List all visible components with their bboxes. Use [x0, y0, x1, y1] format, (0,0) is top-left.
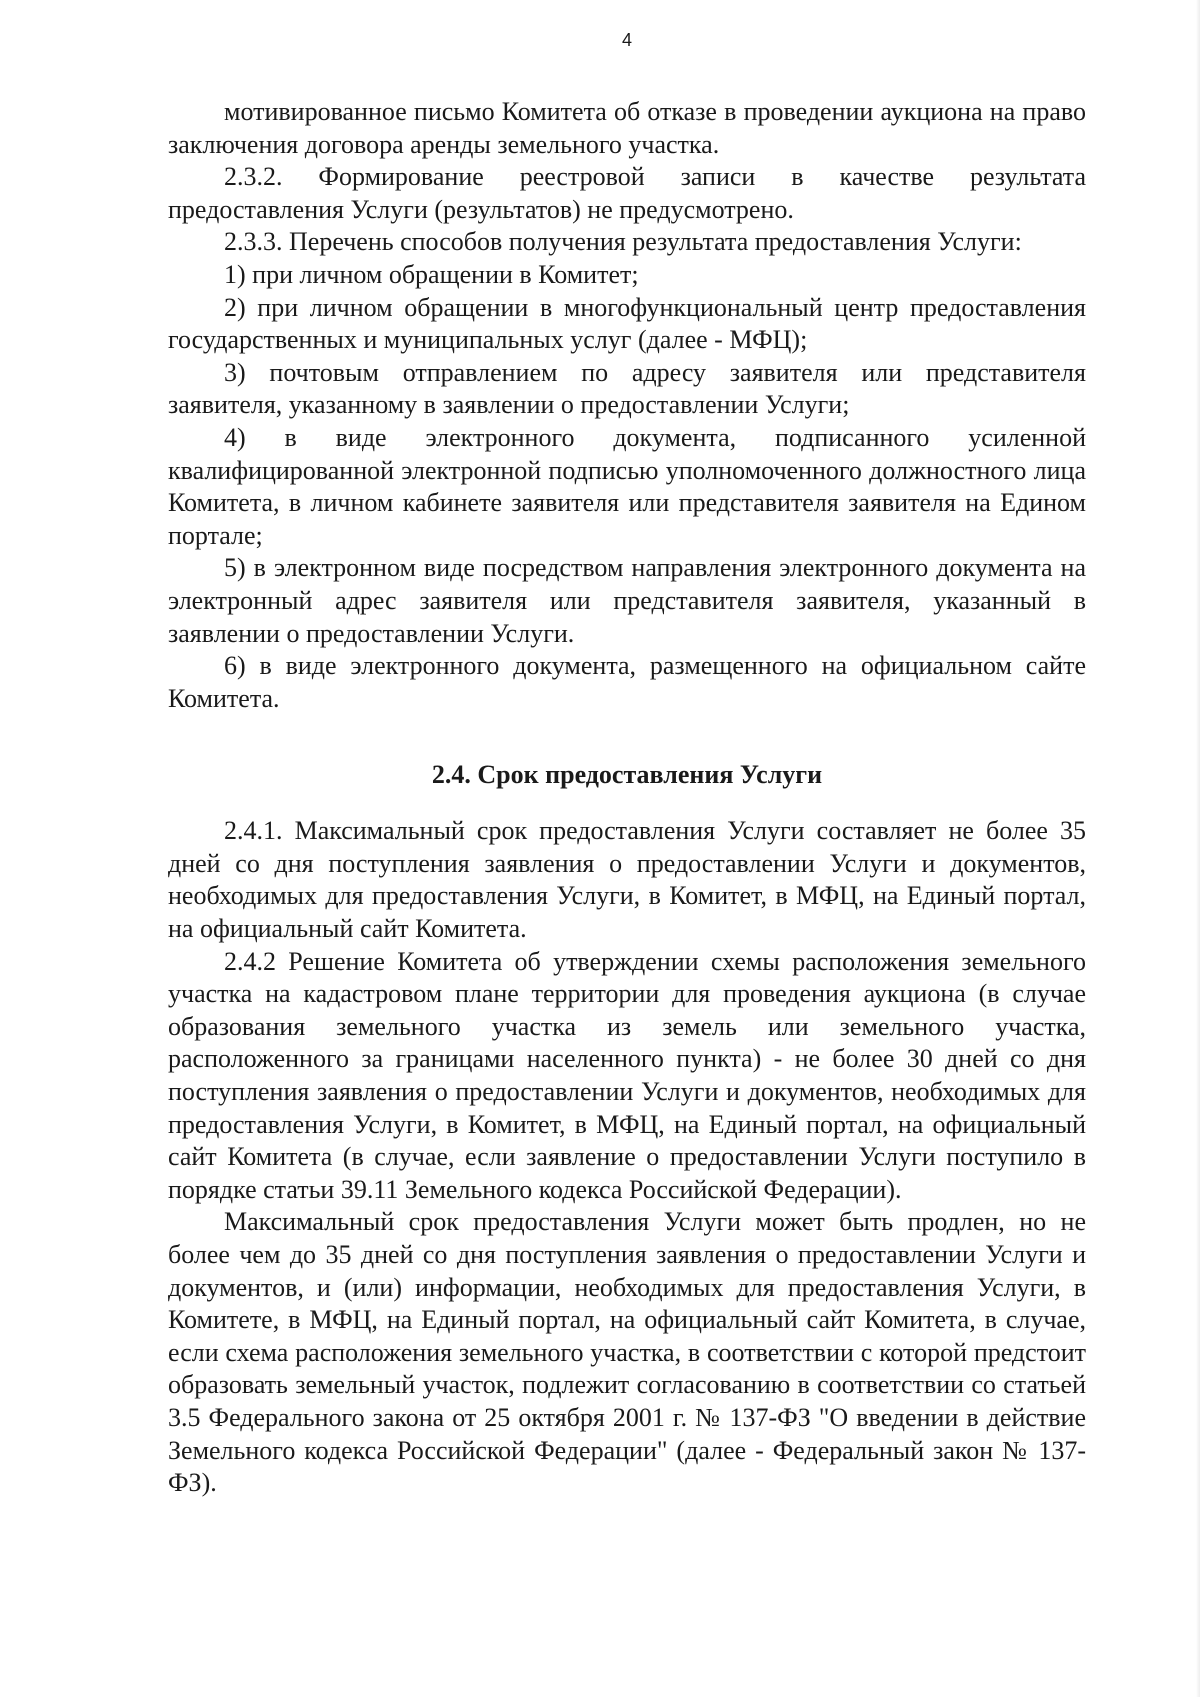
list-item: 5) в электронном виде посредством направления электронного документа на электронный адрес заявителя или представителя заявителя, указанный в заявлении о предоставлении Услуги.	[168, 553, 1086, 648]
paragraph: 2.4.2 Решение Комитета об утверждении схемы расположения земельного участка на кадастровом плане территории для проведения аукциона (в случае образования земельного участка из земель или земельного участка, расположенного за границами населенного пункта) - не более 30 дней со дня поступления заявления о предоставлении Услуги и документов, необходимых для предоставления Услуги, в Комитет, в МФЦ, на Единый портал, на официальный сайт Комитета (в случае, если заявление о предоставлении Услуги поступило в порядке статьи 39.11 Земельного кодекса Российской Федерации).	[168, 946, 1086, 1204]
section-2-4-body	[168, 815, 1086, 1499]
section-heading: 2.4. Срок предоставления Услуги	[431, 760, 823, 790]
list-item: 2) при личном обращении в многофункциональный центр предоставления государственных и муниципальных услуг (далее - МФЦ);	[168, 292, 1086, 355]
paragraph: 2.3.3. Перечень способов получения результата предоставления Услуги:	[224, 227, 1022, 257]
paragraph: мотивированное письмо Комитета об отказе в проведении аукциона на право заключения договора аренды земельного участка.	[168, 97, 1086, 159]
list-item: 6) в виде электронного документа, размещенного на официальном сайте Комитета.	[168, 651, 1086, 713]
list-item: 4) в виде электронного документа, подписанного усиленной квалифицированной электронной подписью уполномоченного должностного лица Комитета, в личном кабинете заявителя или представителя заявителя на Едином портале;	[168, 422, 1086, 550]
scan-edge-shadow	[1196, 0, 1200, 1697]
document-page	[168, 28, 1086, 1500]
paragraph: Максимальный срок предоставления Услуги может быть продлен, но не более чем до 35 дней со дня поступления заявления о предоставлении Услуги и документов, и (или) информации, необходимых для предоставления Услуги, в Комитете, в МФЦ, на Единый портал, на официальный сайт Комитета, в случае, если схема расположения земельного участка, в соответствии с которой предстоит образовать земельный участок, подлежит согласованию в соответствии со статьей 3.5 Федерального закона от 25 октября 2001 г. № 137-ФЗ "О введении в действие Земельного кодекса Российской Федерации" (далее - Федеральный закон № 137-ФЗ).	[168, 1207, 1086, 1498]
list-item: 3) почтовым отправлением по адресу заявителя или представителя заявителя, указанному в заявлении о предоставлении Услуги;	[168, 357, 1086, 420]
list-item: 1) при личном обращении в Комитет;	[224, 259, 639, 289]
page-number: 4	[621, 30, 632, 50]
section-2-3-body	[168, 96, 1086, 715]
paragraph: 2.4.1. Максимальный срок предоставления Услуги составляет не более 35 дней со дня поступления заявления о предоставлении Услуги и документов, необходимых для предоставления Услуги, в Комитет, в МФЦ, на Единый портал, на официальный сайт Комитета.	[168, 816, 1086, 944]
paragraph: 2.3.2. Формирование реестровой записи в качестве результата предоставления Услуги (результатов) не предусмотрено.	[168, 162, 1086, 224]
